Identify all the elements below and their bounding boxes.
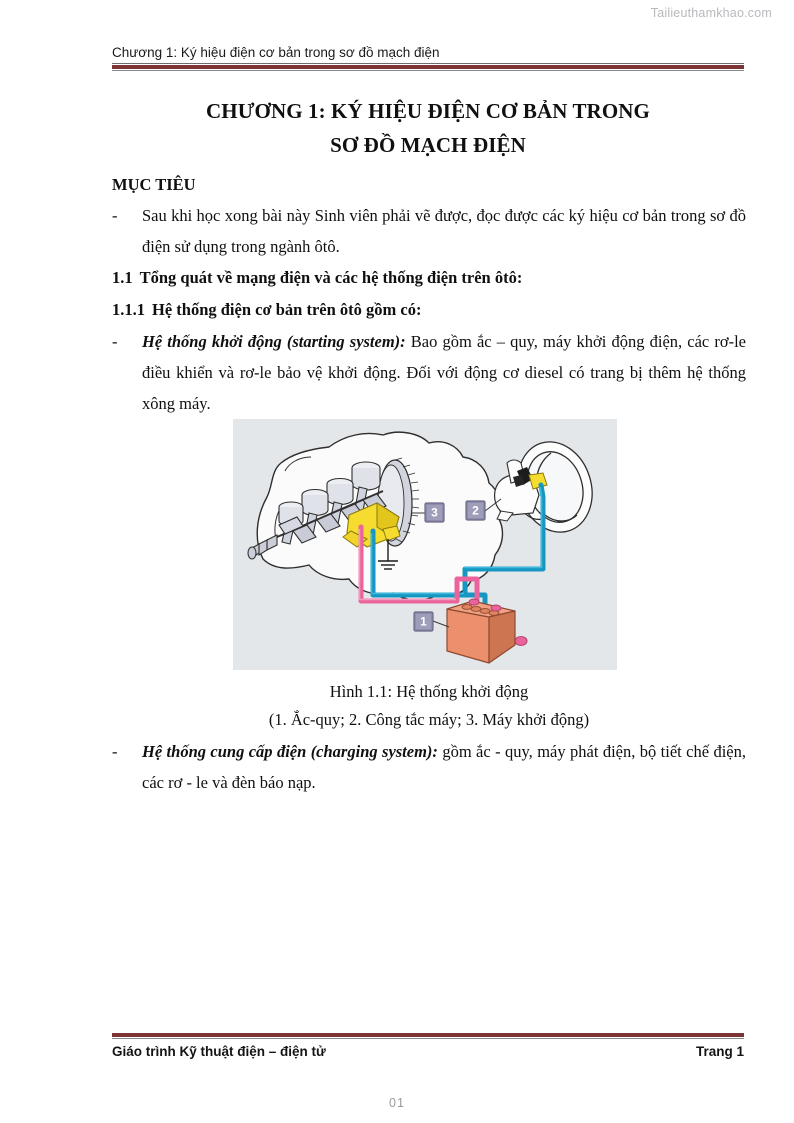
figure-starting-system <box>233 419 617 670</box>
callout-1 <box>414 612 433 631</box>
footer-rule-thick <box>112 1033 744 1037</box>
starting-system-lead: Hệ thống khởi động (starting system): <box>142 332 406 351</box>
figure-caption-line-2: (1. Ắc-quy; 2. Công tắc máy; 3. Máy khởi động) <box>268 710 590 729</box>
figure-caption <box>112 678 746 734</box>
section-number-1-1-1: 1.1.1 <box>112 300 145 319</box>
charging-system-text <box>142 736 746 798</box>
section-heading-1-1 <box>112 262 746 294</box>
figure-caption-line-1: Hình 1.1: Hệ thống khởi động <box>329 682 529 701</box>
footer-row <box>112 1044 744 1059</box>
bullet-marker: - <box>112 332 118 351</box>
header-rule-thin-bottom <box>112 70 744 71</box>
document-body <box>112 170 746 419</box>
section-heading-1-1-1 <box>112 294 746 326</box>
footer-rule-thin <box>112 1038 744 1039</box>
objective-bullet-text: Sau khi học xong bài này Sinh viên phải vẽ được, đọc được các ký hiệu cơ bản trong sơ đồ điện sử dụng trong ngành ôtô. <box>142 206 746 256</box>
battery-ground-clamp <box>515 637 527 646</box>
starting-system-bullet <box>112 326 746 419</box>
chapter-title-line-2: SƠ ĐỒ MẠCH ĐIỆN <box>330 133 526 157</box>
footer-book-title: Giáo trình Kỹ thuật điện – điện tử <box>112 1044 326 1059</box>
running-header-text: Chương 1: Ký hiệu điện cơ bản trong sơ đồ mạch điện <box>112 45 440 60</box>
section-number-1-1: 1.1 <box>112 268 133 287</box>
charging-system-bullet <box>112 736 746 798</box>
bullet-marker: - <box>112 206 118 225</box>
section-title-1-1: Tổng quát về mạng điện và các hệ thống điện trên ôtô: <box>139 268 523 287</box>
header-rule-thick <box>112 65 744 69</box>
running-footer <box>112 1033 744 1059</box>
document-body-continued <box>112 736 746 798</box>
charging-system-detail: gồm ắc - quy, máy phát điện, bộ tiết chế điện, các rơ - le và đèn báo nạp. <box>142 742 746 792</box>
section-title-1-1-1: Hệ thống điện cơ bản trên ôtô gồm có: <box>152 300 422 319</box>
header-rule-thin-top <box>112 63 744 64</box>
chapter-title-line-1: CHƯƠNG 1: KÝ HIỆU ĐIỆN CƠ BẢN TRONG <box>206 99 650 123</box>
callout-2 <box>466 501 485 520</box>
running-header <box>112 44 744 71</box>
scan-page-number: 01 <box>389 1096 405 1110</box>
watermark: Tailieuthamkhao.com <box>650 6 772 20</box>
svg-text:2: 2 <box>472 503 479 518</box>
footer-page-label: Trang 1 <box>695 1044 744 1059</box>
starting-system-detail: Bao gồm ắc – quy, máy khởi động điện, các rơ-le điều khiển và rơ-le bảo vệ khởi động. Đối với động cơ diesel có trang bị thêm hệ thống xông máy. <box>142 332 746 413</box>
callout-3 <box>425 503 444 522</box>
objective-bullet <box>112 200 746 262</box>
bullet-marker: - <box>112 742 118 761</box>
objective-heading: MỤC TIÊU <box>112 175 196 194</box>
charging-system-lead: Hệ thống cung cấp điện (charging system): <box>142 742 438 761</box>
starting-system-text <box>142 326 746 419</box>
svg-text:3: 3 <box>431 505 438 520</box>
svg-text:1: 1 <box>420 614 427 629</box>
chapter-title <box>112 94 744 162</box>
